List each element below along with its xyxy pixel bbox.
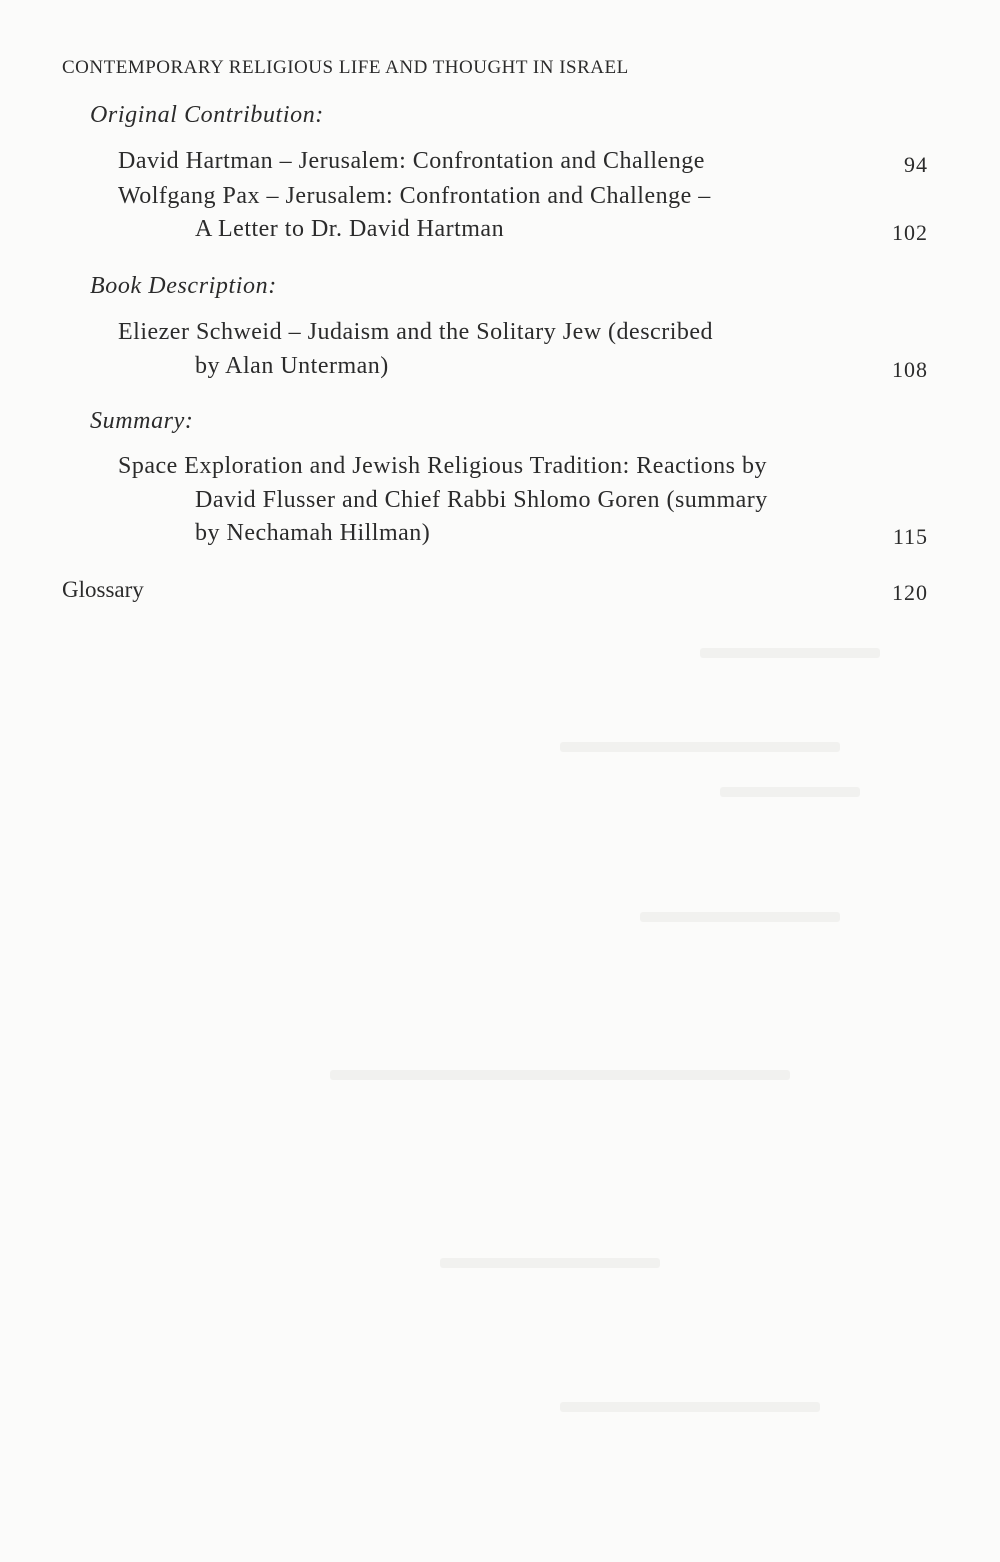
section-heading-summary: Summary: [90,408,194,434]
bleed-through-line [330,1070,790,1080]
page-number-space-exploration: 115 [892,524,928,549]
toc-entry-hartman: David Hartman – Jerusalem: Confrontation and Challenge [118,148,705,174]
toc-entry-schweid-line-1: Eliezer Schweid – Judaism and the Solitary Jew (described [118,319,714,345]
bleed-through-line [560,1402,820,1412]
page-number-hartman: 94 [904,152,928,177]
bleed-through-line [440,1258,660,1268]
bleed-through-line [560,742,840,752]
page-number-pax: 102 [892,220,928,245]
bleed-through-line [640,912,840,922]
toc-entry-space-exploration-line-2: David Flusser and Chief Rabbi Shlomo Goren (summary [195,487,768,513]
toc-entry-pax-line-2: A Letter to Dr. David Hartman [195,216,505,242]
toc-entry-space-exploration-line-1: Space Exploration and Jewish Religious Tradition: Reactions by [118,453,767,479]
running-head: CONTEMPORARY RELIGIOUS LIFE AND THOUGHT IN ISRAEL [62,57,629,78]
page-number-glossary: 120 [892,580,928,605]
bleed-through-line [720,787,860,797]
page-number-schweid: 108 [892,357,928,382]
toc-entry-pax-line-1: Wolfgang Pax – Jerusalem: Confrontation and Challenge – [118,183,711,209]
bleed-through-line [700,648,880,658]
section-heading-book-description: Book Description: [90,273,277,299]
toc-entry-schweid-line-2: by Alan Unterman) [195,353,389,379]
toc-entry-space-exploration-line-3: by Nechamah Hillman) [195,520,431,546]
toc-entry-glossary: Glossary [62,577,144,602]
section-heading-original-contribution: Original Contribution: [90,102,324,128]
